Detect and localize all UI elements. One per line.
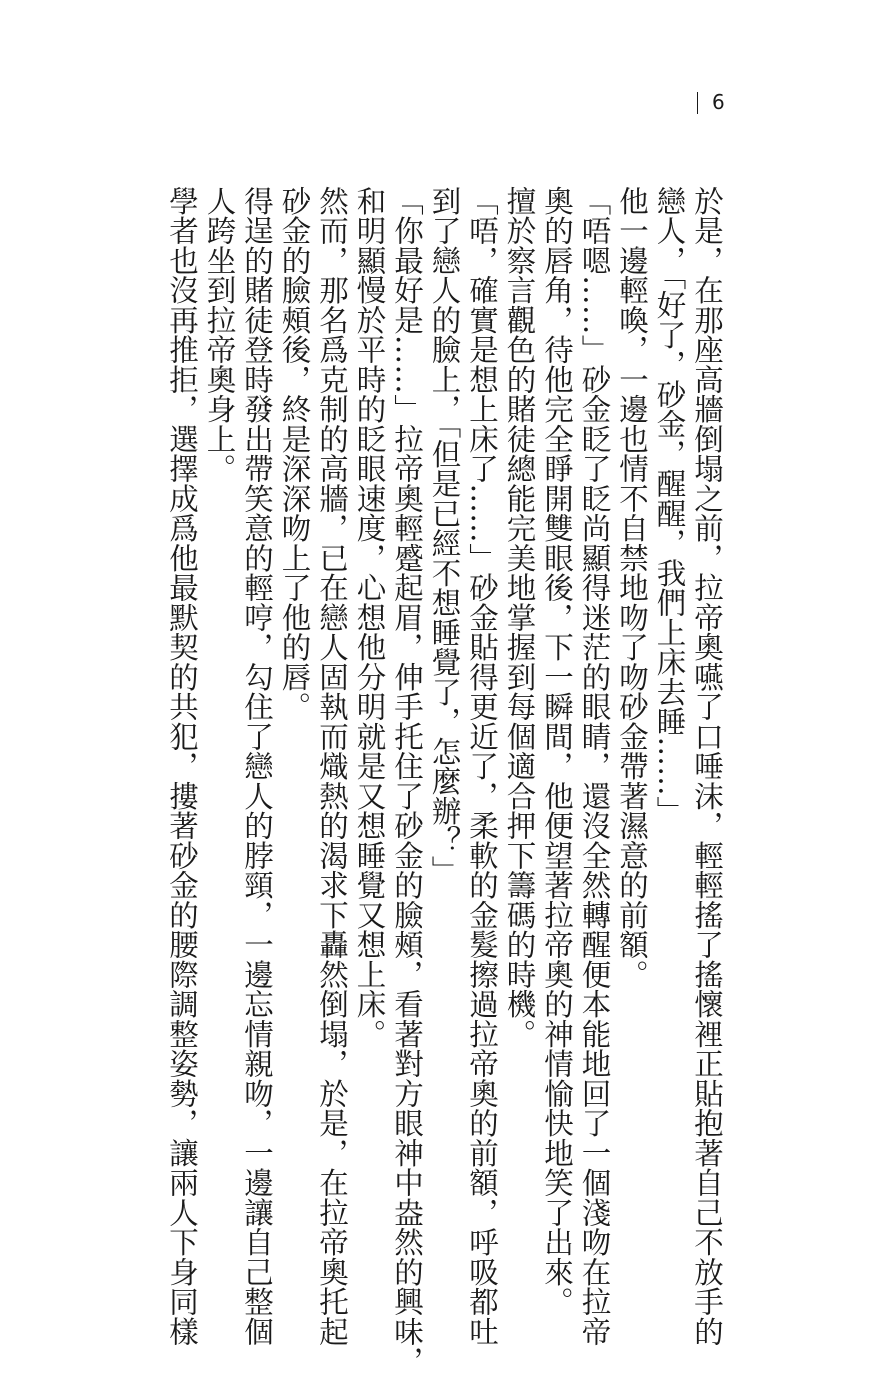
text-column-6: 擅於察言觀色的賭徒總能完美地掌握到每個適合押下籌碼的時機。 — [502, 186, 537, 1049]
text-column-7: 「唔，確實是想上床了……」砂金貼得更近了，柔軟的金髮擦過拉帝奧的前額，呼吸都吐 — [465, 186, 499, 1347]
vertical-text-body — [163, 186, 726, 1376]
page-number: 6 — [712, 90, 725, 114]
text-column-1: 於是，在那座高牆倒塌之前，拉帝奧嚥了口唾沫，輕輕搖了搖懷裡正貼抱著自己不放手的 — [690, 186, 724, 1347]
text-column-2: 戀人，「好了，砂金，醒醒，我們上床去睡……」 — [652, 186, 687, 826]
text-column-5: 奧的唇角，待他完全睜開雙眼後，下一瞬間，他便望著拉帝奧的神情愉快地笑了出來。 — [540, 186, 574, 1317]
text-column-3: 他一邊輕喚，一邊也情不自禁地吻了吻砂金帶著濕意的前額。 — [615, 186, 649, 990]
text-column-8: 到了戀人的臉上，「但是已經不想睡覺了，怎麼辦？」 — [427, 186, 462, 886]
page-number-divider — [697, 92, 698, 114]
text-column-9: 「你最好是……」拉帝奧輕蹙起眉，伸手托住了砂金的臉頰，看著對方眼神中盎然的興味， — [390, 186, 424, 1376]
text-column-10: 和明顯慢於平時的眨眼速度，心想他分明就是又想睡覺又想上床。 — [352, 186, 387, 1049]
text-column-11: 然而，那名爲克制的高牆，已在戀人固執而熾熱的渴求下轟然倒塌，於是，在拉帝奧托起 — [315, 186, 349, 1347]
text-column-12: 砂金的臉頰後，終是深深吻上了他的唇。 — [277, 186, 312, 722]
text-column-15: 學者也沒再推拒，選擇成爲他最默契的共犯，摟著砂金的腰際調整姿勢，讓兩人下身同樣 — [165, 186, 199, 1347]
text-column-4: 「唔嗯……」砂金眨了眨尚顯得迷茫的眼睛，還沒全然轉醒便本能地回了一個淺吻在拉帝 — [577, 186, 612, 1347]
text-column-13: 得逞的賭徒登時發出帶笑意的輕哼，勾住了戀人的脖頸，一邊忘情親吻，一邊讓自己整個 — [240, 186, 274, 1347]
text-column-14: 人跨坐到拉帝奧身上。 — [202, 186, 237, 484]
